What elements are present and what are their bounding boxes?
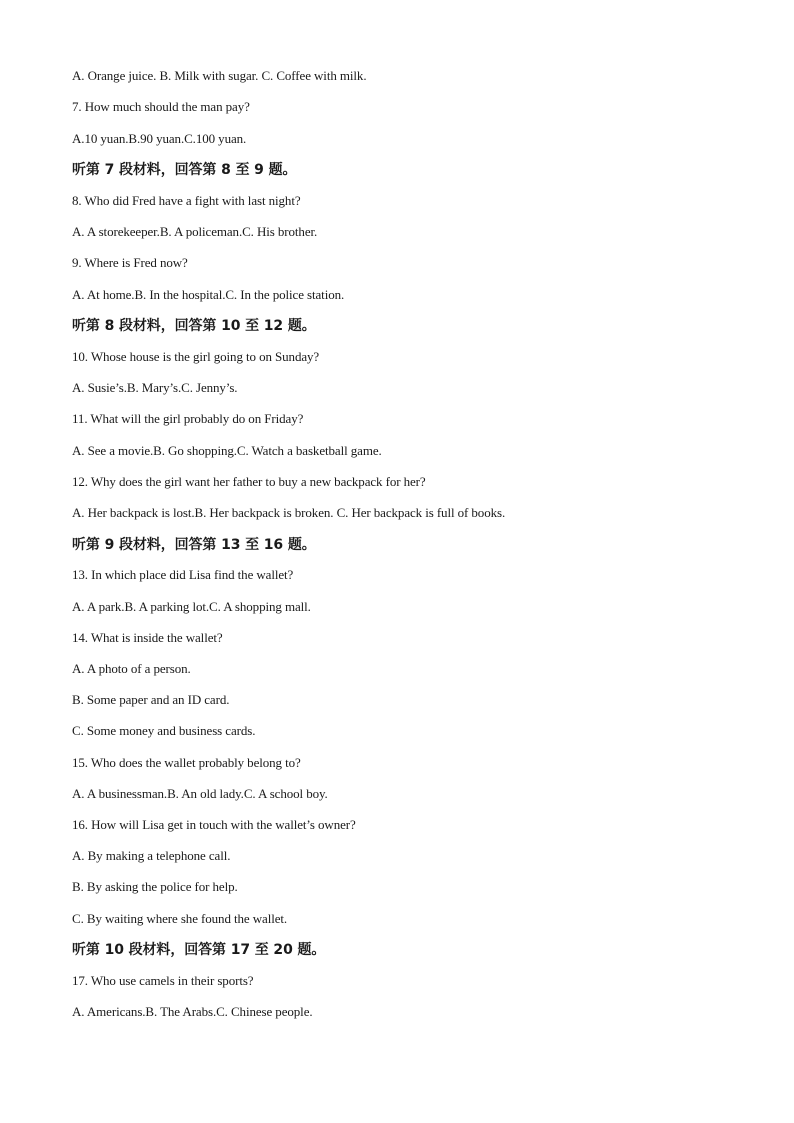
question-9: 9. Where is Fred now? [72,255,188,270]
question-12: 12. Why does the girl want her father to buy a new backpack for her? [72,474,426,489]
answer-options-q13: A. A park.B. A parking lot.C. A shopping mall. [72,599,311,614]
section-heading-10: 听第 10 段材料，回答第 17 至 20 题。 [72,942,326,958]
answer-options-q9: A. At home.B. In the hospital.C. In the police station. [72,287,345,302]
question-16: 16. How will Lisa get in touch with the wallet’s owner? [72,817,356,832]
answer-option-q14-c: C. Some money and business cards. [72,723,256,738]
answer-option-q14-a: A. A photo of a person. [72,661,191,676]
answer-options-q17: A. Americans.B. The Arabs.C. Chinese people. [72,1004,313,1019]
answer-option-q16-c: C. By waiting where she found the wallet. [72,911,288,926]
answer-option-q14-b: B. Some paper and an ID card. [72,692,230,707]
question-15: 15. Who does the wallet probably belong to? [72,755,301,770]
question-8: 8. Who did Fred have a fight with last night? [72,193,301,208]
answer-options-q15: A. A businessman.B. An old lady.C. A school boy. [72,786,328,801]
answer-options-q11: A. See a movie.B. Go shopping.C. Watch a basketball game. [72,443,382,458]
answer-options-q12: A. Her backpack is lost.B. Her backpack is broken. C. Her backpack is full of books. [72,505,506,520]
section-heading-9: 听第 9 段材料，回答第 13 至 16 题。 [72,537,316,553]
question-14: 14. What is inside the wallet? [72,630,223,645]
question-7: 7. How much should the man pay? [72,99,250,114]
answer-options-q8: A. A storekeeper.B. A policeman.C. His brother. [72,224,318,239]
answer-options-q6: A. Orange juice. B. Milk with sugar. C. Coffee with milk. [72,68,367,83]
answer-options-q10: A. Susie’s.B. Mary’s.C. Jenny’s. [72,380,238,395]
answer-option-q16-a: A. By making a telephone call. [72,848,231,863]
question-10: 10. Whose house is the girl going to on Sunday? [72,349,320,364]
question-17: 17. Who use camels in their sports? [72,973,254,988]
section-heading-7: 听第 7 段材料，回答第 8 至 9 题。 [72,162,297,178]
section-heading-8: 听第 8 段材料，回答第 10 至 12 题。 [72,318,316,334]
answer-options-q7: A.10 yuan.B.90 yuan.C.100 yuan. [72,131,247,146]
answer-option-q16-b: B. By asking the police for help. [72,879,238,894]
question-11: 11. What will the girl probably do on Friday? [72,411,304,426]
question-13: 13. In which place did Lisa find the wallet? [72,567,294,582]
